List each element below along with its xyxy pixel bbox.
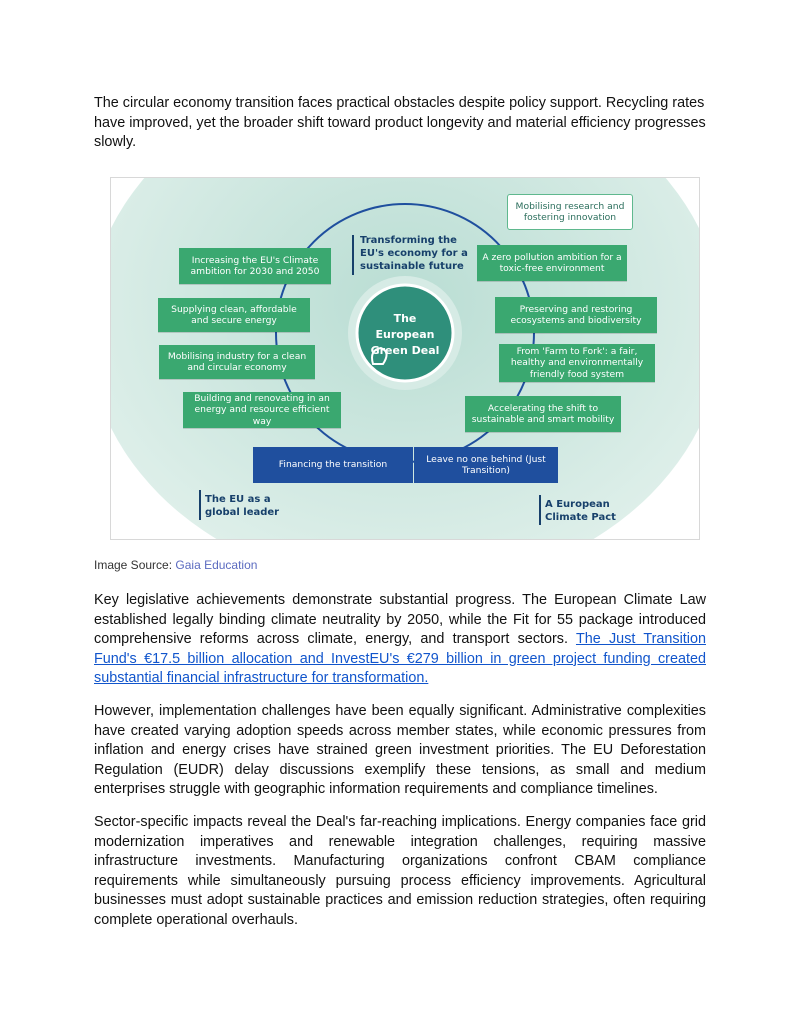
top-label-bar [352, 235, 354, 275]
bottom-right-label: A European Climate Pact [545, 499, 616, 523]
bottom-left-bar [199, 490, 201, 520]
bottom-left-label: The EU as a global leader [205, 494, 280, 518]
legislation-paragraph [94, 591, 706, 689]
bottom-item-financing: Financing the transition [253, 447, 413, 483]
right-item-research: Mobilising research and fostering innovation [507, 194, 633, 230]
green-deal-diagram [110, 177, 700, 540]
image-source [94, 558, 257, 572]
right-item-farm-to-fork: From 'Farm to Fork': a fair, healthy and environmentally friendly food system [499, 344, 655, 382]
right-item-mobility: Accelerating the shift to sustainable and smart mobility [465, 396, 621, 432]
bottom-item-just-transition: Leave no one behind (Just Transition) [414, 447, 558, 483]
center-title: The European Green Deal [370, 312, 440, 357]
just-transition-fund-link[interactable]: The Just Transition Fund's €17.5 billion allocation and InvestEU's €279 billion in green project funding created substantial financial infrastructure for transformation. [94, 631, 706, 686]
challenges-paragraph: However, implementation challenges have been equally significant. Administrative complexities have created varying adoption speeds across member states, while economic pressures from inflation and energy crises have strained green investment priorities. The EU Deforestation Regulation (EUDR) delay discussions exemplify these tensions, as small and medium enterprises struggle with geographic information requirements and compliance timelines. [94, 703, 706, 797]
left-item-clean-energy: Supplying clean, affordable and secure energy [158, 298, 310, 332]
image-source-link[interactable]: Gaia Education [175, 558, 258, 572]
image-source-label: Image Source: [94, 558, 173, 572]
left-item-climate-ambition: Increasing the EU's Climate ambition for 2030 and 2050 [179, 248, 331, 284]
right-item-zero-pollution: A zero pollution ambition for a toxic-free environment [477, 245, 627, 281]
intro-paragraph: The circular economy transition faces practical obstacles despite policy support. Recycling rates have improved, yet the broader shift toward product longevity and material efficiency progresses slowly. [94, 95, 706, 150]
legislation-text: Key legislative achievements demonstrate substantial progress. The European Climate Law established legally binding climate neutrality by 2050, while the Fit for 55 package introduced comprehensive reforms across climate, energy, and transport sectors. [94, 592, 706, 647]
left-item-circular-industry: Mobilising industry for a clean and circular economy [159, 345, 315, 379]
bottom-right-bar [539, 495, 541, 525]
top-label: Transforming the EU's economy for a sustainable future [360, 235, 468, 272]
left-item-building-renovating: Building and renovating in an energy and resource efficient way [183, 392, 341, 428]
right-item-ecosystems: Preserving and restoring ecosystems and biodiversity [495, 297, 657, 333]
sectors-paragraph: Sector-specific impacts reveal the Deal's far-reaching implications. Energy companies face grid modernization imperatives and renewable integration challenges, requiring massive infrastructure investments. Manufacturing organizations confront CBAM compliance requirements while simultaneously pursuing process efficiency improvements. Agricultural businesses must adopt sustainable practices and emission reduction strategies, often requiring complete operational overhauls. [94, 814, 706, 928]
